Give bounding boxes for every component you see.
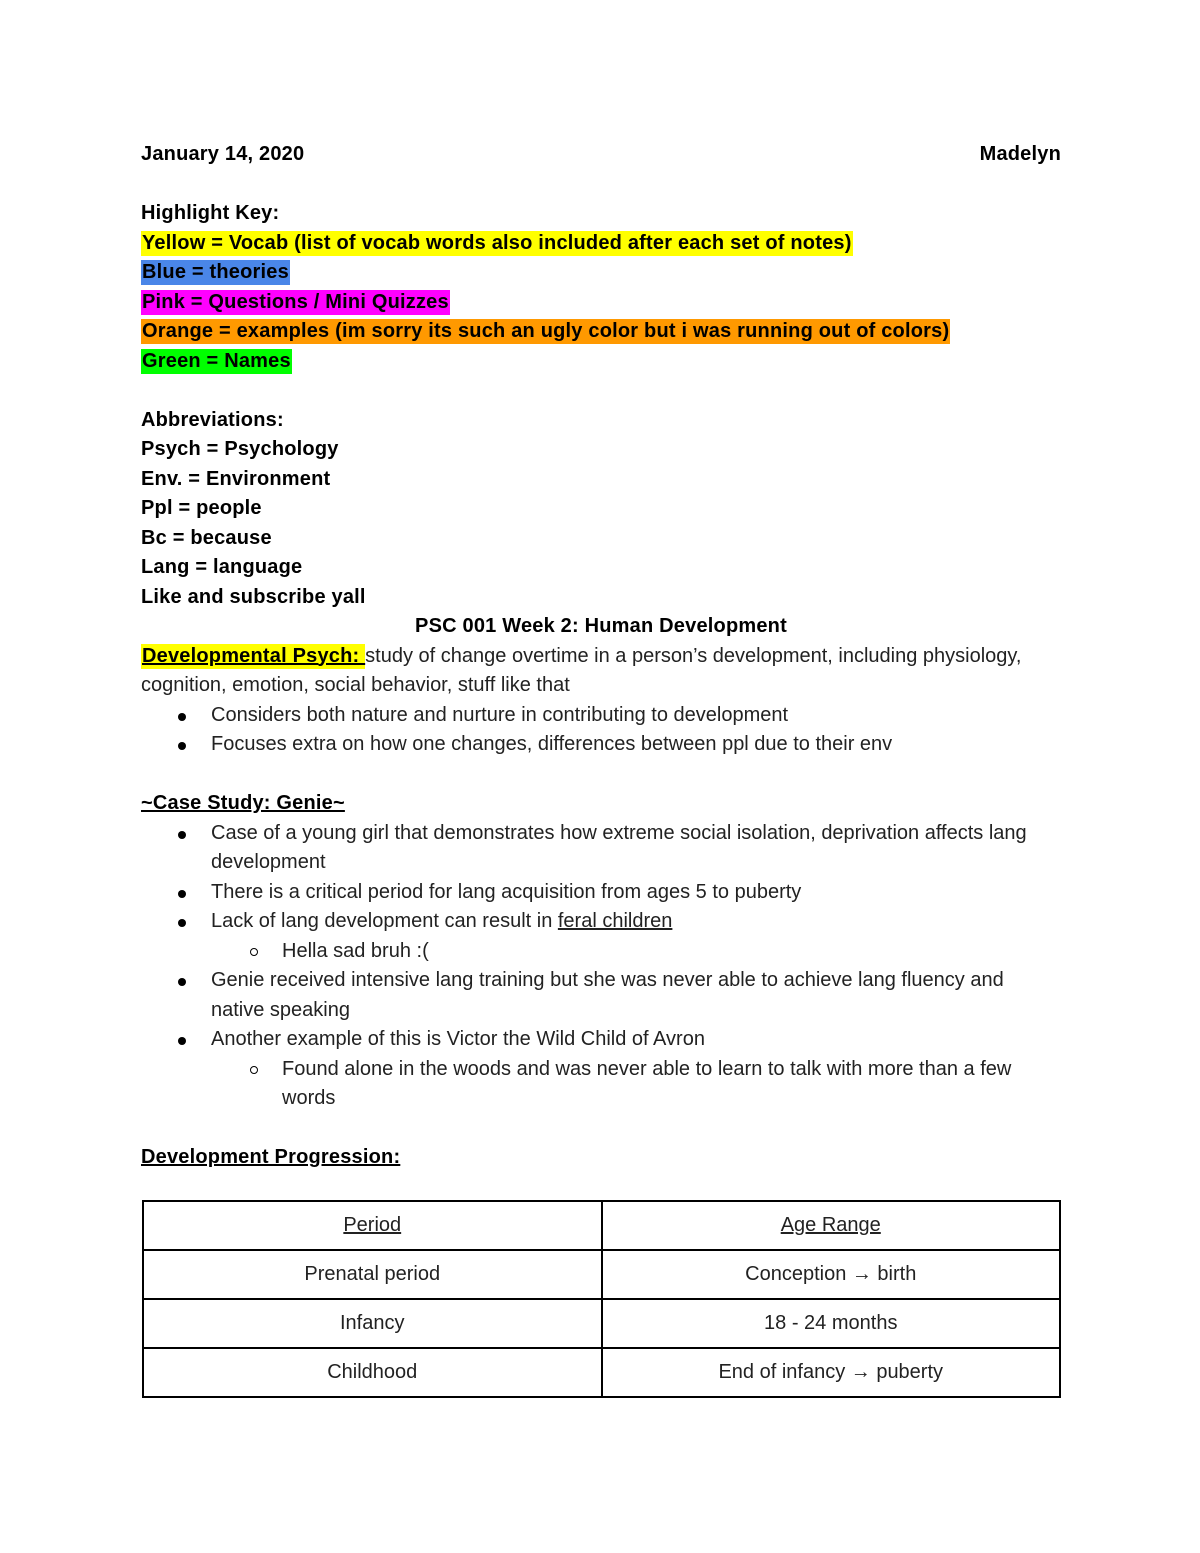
dev-psych-definition: study of change overtime in a person’s development, including physiology, cognition, emotion, social behavior, stuff like that — [141, 644, 1022, 696]
table-row — [143, 1299, 1060, 1348]
table-cell: Childhood — [143, 1348, 602, 1397]
list-item — [141, 701, 1061, 731]
table-header-row — [143, 1201, 1060, 1250]
list-item — [141, 966, 1061, 1025]
sub-list-item-text: Hella sad bruh :( — [282, 939, 429, 962]
list-item-text: Another example of this is Victor the Wild Child of Avron — [211, 1028, 705, 1050]
bullet-icon — [178, 978, 186, 986]
list-item-text: Case of a young girl that demonstrates how extreme social isolation, deprivation affects lang development — [211, 821, 1027, 873]
development-progression-table — [142, 1200, 1061, 1398]
highlight-orange-text: Orange = examples (im sorry its such an ugly color but i was running out of colors) — [142, 320, 950, 342]
table-header-cell — [602, 1201, 1061, 1250]
table-cell: Infancy — [143, 1299, 602, 1348]
list-item — [141, 1025, 1061, 1114]
abbreviation-item: Psych = Psychology — [141, 438, 339, 460]
bullet-icon — [178, 890, 186, 898]
abbreviations-title: Abbreviations: — [141, 408, 284, 431]
table-cell: End of infancy → puberty — [602, 1348, 1061, 1397]
sub-list — [211, 1055, 1061, 1114]
table-row — [143, 1250, 1060, 1299]
header-row — [141, 140, 1061, 170]
list-item — [141, 878, 1061, 908]
highlight-key-orange — [141, 317, 1061, 347]
header-age-range: Age Range — [780, 1214, 881, 1236]
highlight-key-pink — [141, 288, 1061, 318]
highlight-green-text: Green = Names — [142, 349, 291, 372]
table-cell: Prenatal period — [143, 1250, 602, 1299]
highlight-key-blue — [141, 258, 1061, 288]
hollow-bullet-icon — [250, 1066, 258, 1074]
abbreviation-item: Ppl = people — [141, 497, 262, 519]
highlight-key-yellow — [141, 229, 1061, 259]
table-row — [143, 1348, 1060, 1397]
bullet-icon — [178, 1037, 186, 1045]
list-item — [141, 819, 1061, 878]
table-header-cell — [143, 1201, 602, 1250]
section-title: PSC 001 Week 2: Human Development — [415, 615, 787, 637]
abbreviation-item: Env. = Environment — [141, 467, 331, 490]
abbreviation-item: Lang = language — [141, 556, 303, 578]
list-item — [141, 907, 1061, 966]
bullet-icon — [178, 919, 186, 927]
feral-children-term: feral children — [557, 910, 673, 932]
bullet-icon — [178, 742, 186, 750]
sub-list-item — [211, 1055, 1061, 1114]
list-item — [141, 730, 1061, 760]
bullet-icon — [178, 713, 186, 721]
list-item-text: Focuses extra on how one changes, differences between ppl due to their env — [211, 733, 893, 755]
hollow-bullet-icon — [250, 948, 258, 956]
dev-psych-term: Developmental Psych: — [142, 644, 366, 667]
document-page — [141, 140, 1061, 1173]
highlight-blue-text: Blue = theories — [142, 261, 289, 283]
list-item-text: Considers both nature and nurture in contributing to development — [211, 703, 789, 726]
highlight-key-title: Highlight Key: — [141, 202, 280, 224]
author-name: Madelyn — [979, 143, 1061, 165]
highlight-pink-text: Pink = Questions / Mini Quizzes — [142, 290, 449, 313]
abbreviation-item: Bc = because — [141, 526, 272, 549]
sub-list-item-text: Found alone in the woods and was never able to learn to talk with more than a few words — [282, 1057, 1012, 1109]
highlight-yellow-text: Yellow = Vocab (list of vocab words also included after each set of notes) — [142, 231, 852, 254]
sub-list — [211, 937, 1061, 967]
bullet-icon — [178, 831, 186, 839]
list-item-text: Lack of lang development can result in — [211, 910, 558, 932]
case-study-title: ~Case Study: Genie~ — [141, 792, 345, 814]
case-study-bullets — [141, 819, 1061, 1114]
development-progression-title: Development Progression: — [141, 1146, 401, 1168]
dev-psych-paragraph — [141, 642, 1061, 701]
highlight-key-green — [141, 347, 1061, 377]
list-item-text: Genie received intensive lang training but she was never able to achieve lang fluency and native speaking — [211, 969, 1004, 1021]
table-cell: Conception → birth — [602, 1250, 1061, 1299]
list-item-text: There is a critical period for lang acquisition from ages 5 to puberty — [211, 880, 802, 903]
header-period: Period — [343, 1214, 402, 1236]
sub-list-item — [211, 937, 1061, 967]
date-text: January 14, 2020 — [141, 143, 305, 165]
table-cell: 18 - 24 months — [602, 1299, 1061, 1348]
abbreviation-item: Like and subscribe yall — [141, 585, 366, 608]
dev-psych-bullets — [141, 701, 1061, 760]
